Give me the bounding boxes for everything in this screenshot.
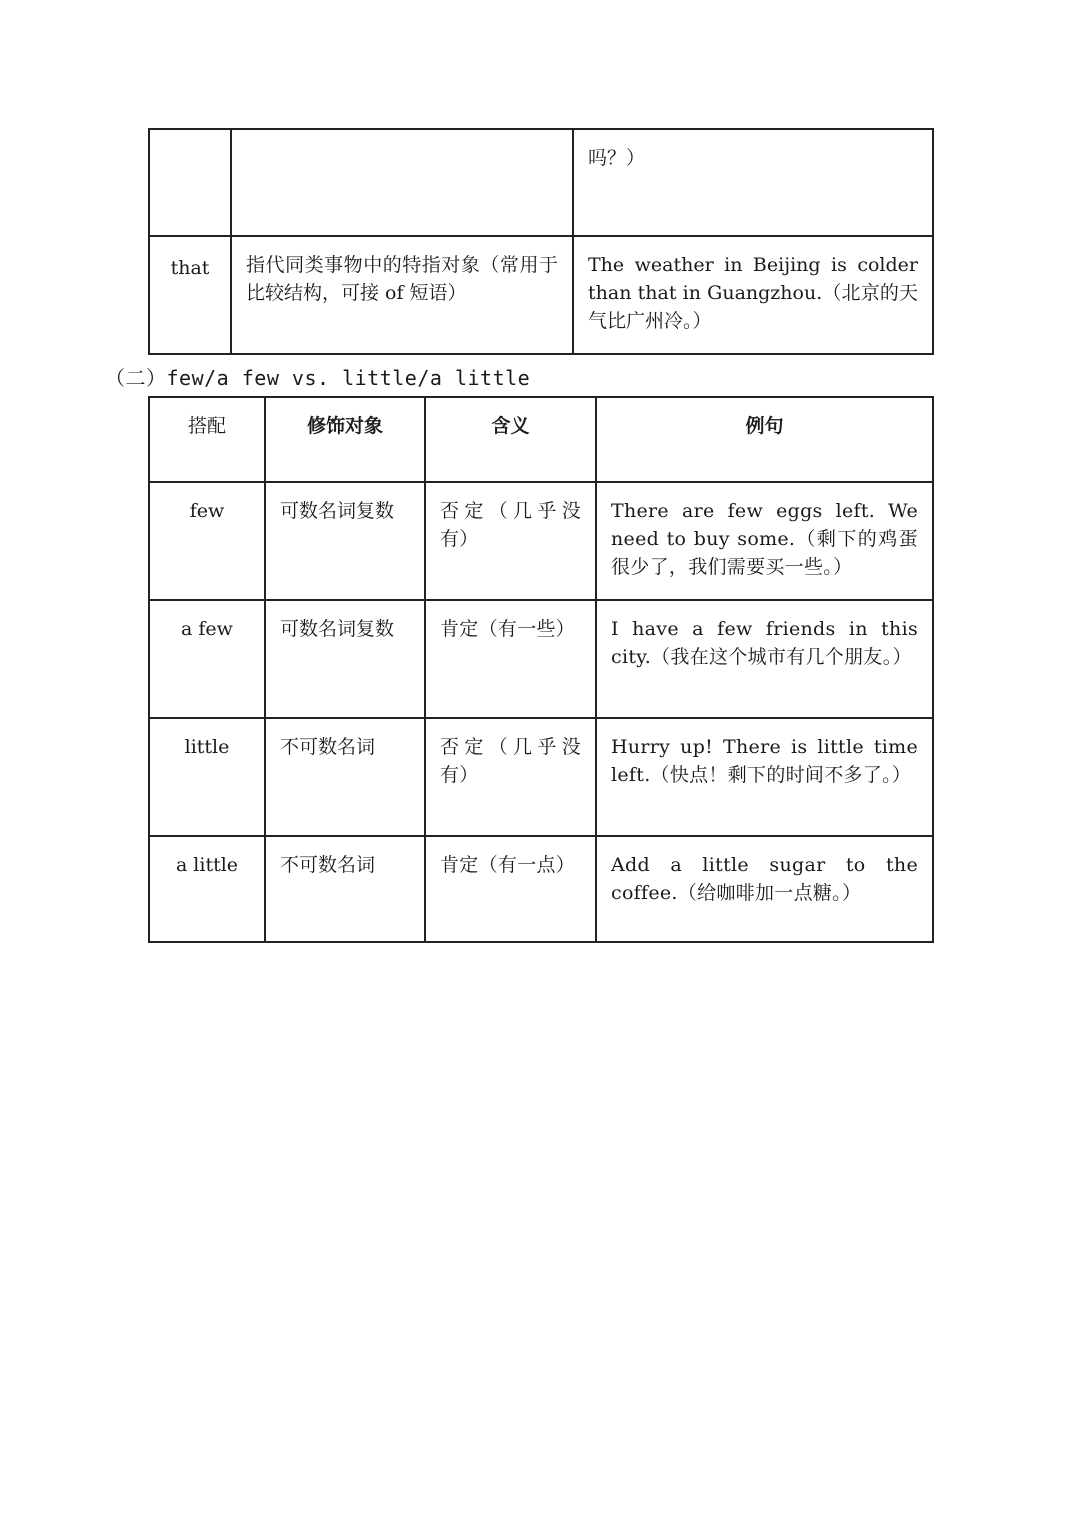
header-example: 例句 [596, 397, 933, 482]
modifies-cell: 可数名词复数 [265, 482, 425, 600]
table-header-row [149, 397, 933, 482]
section-heading: （二）few/a few vs. little/a little [105, 366, 531, 390]
header-collocation: 搭配 [149, 397, 265, 482]
collocation-cell: a few [149, 600, 265, 718]
modifies-cell: 不可数名词 [265, 836, 425, 942]
modifies-cell: 不可数名词 [265, 718, 425, 836]
example-cell: Hurry up! There is little time left.（快点！剩下的时间不多了。） [596, 718, 933, 836]
header-meaning: 含义 [425, 397, 596, 482]
collocation-cell: a little [149, 836, 265, 942]
example-cell: 吗？） [573, 129, 933, 236]
table-row [149, 129, 933, 236]
modifies-cell: 可数名词复数 [265, 600, 425, 718]
header-modifies: 修饰对象 [265, 397, 425, 482]
meaning-cell: 肯定（有一些） [425, 600, 596, 718]
example-cell: There are few eggs left. We need to buy some.（剩下的鸡蛋很少了，我们需要买一些。） [596, 482, 933, 600]
example-cell: I have a few friends in this city.（我在这个城市有几个朋友。） [596, 600, 933, 718]
meaning-cell: 肯定（有一点） [425, 836, 596, 942]
table-row [149, 718, 933, 836]
word-cell: that [149, 236, 231, 354]
pronoun-table-continued [148, 128, 934, 355]
table-row [149, 236, 933, 354]
usage-cell [231, 129, 573, 236]
example-cell: Add a little sugar to the coffee.（给咖啡加一点糖。） [596, 836, 933, 942]
table-row [149, 836, 933, 942]
example-cell: The weather in Beijing is colder than that in Guangzhou.（北京的天气比广州冷。） [573, 236, 933, 354]
usage-cell: 指代同类事物中的特指对象（常用于比较结构，可接 of 短语） [231, 236, 573, 354]
table-row [149, 600, 933, 718]
collocation-cell: little [149, 718, 265, 836]
word-cell [149, 129, 231, 236]
meaning-cell: 否定（几乎没有） [425, 482, 596, 600]
table-row [149, 482, 933, 600]
few-little-table [148, 396, 934, 943]
meaning-cell: 否定（几乎没有） [425, 718, 596, 836]
collocation-cell: few [149, 482, 265, 600]
